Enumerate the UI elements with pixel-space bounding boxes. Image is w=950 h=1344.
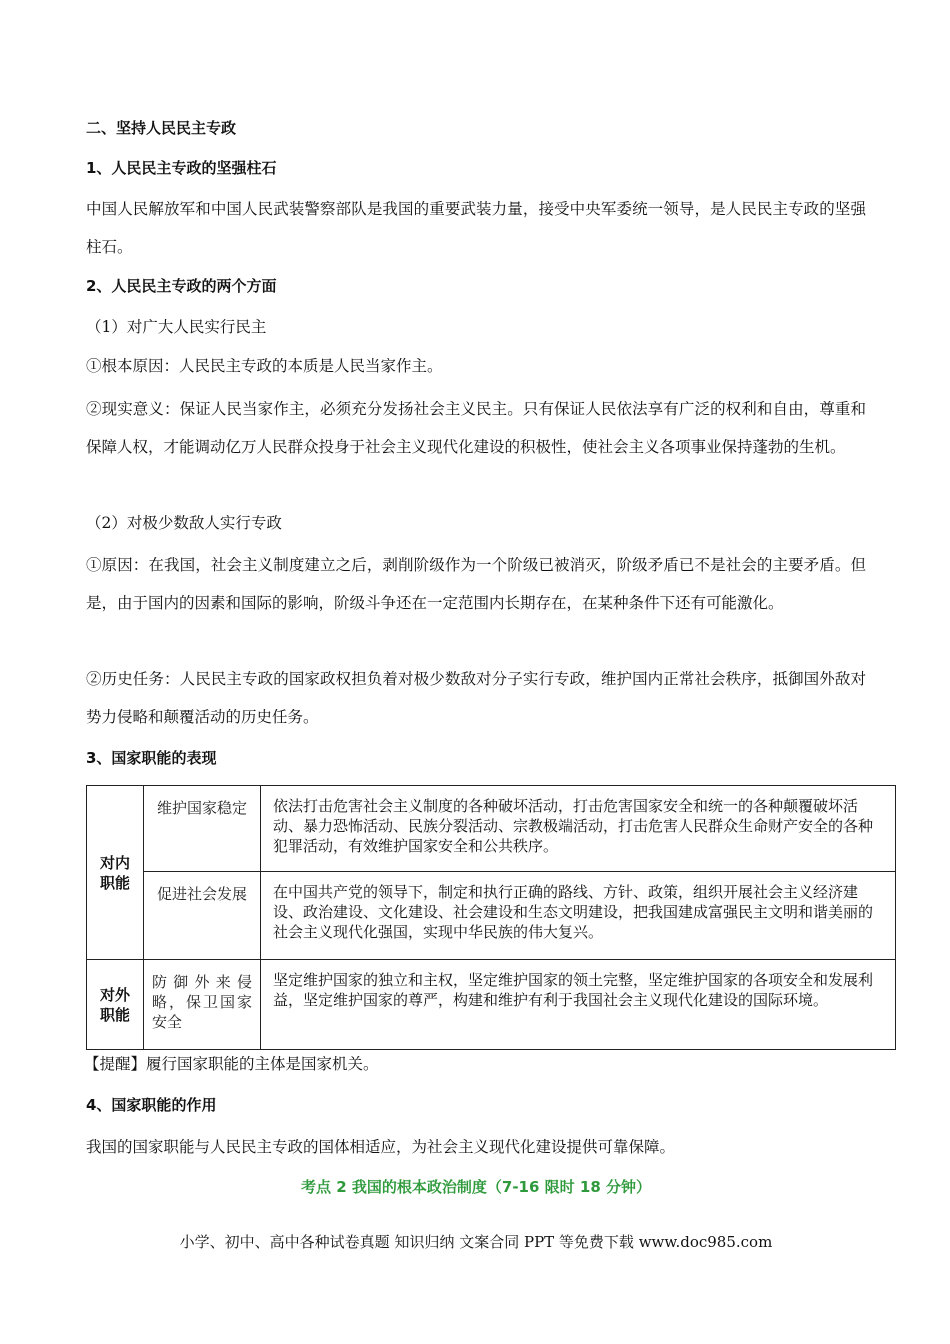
state-functions-table <box>86 785 896 1050</box>
section-1-title: 1、人民民主专政的坚强柱石 <box>86 159 277 177</box>
row-subcategory: 防御外来侵略，保卫国家安全 <box>144 960 261 1050</box>
row-subcategory: 促进社会发展 <box>144 872 261 960</box>
row-subcategory: 维护国家稳定 <box>144 786 261 872</box>
internal-functions-label: 对内职能 <box>87 786 144 960</box>
section-2-sub-2: （2）对极少数敌人实行专政 <box>86 514 282 532</box>
row-description: 在中国共产党的领导下，制定和执行正确的路线、方针、政策，组织开展社会主义经济建设、政治建设、文化建设、社会建设和生态文明建设，把我国建成富强民主文明和谐美丽的社会主义现代化强国，实现中华民族的伟大复兴。 <box>261 872 896 960</box>
section-2-point-2: ②现实意义：保证人民当家作主，必须充分发扬社会主义民主。只有保证人民依法享有广泛的权利和自由，尊重和保障人权，才能调动亿万人民群众投身于社会主义现代化建设的积极性，使社会主义各项事业保持蓬勃的生机。 <box>86 400 866 456</box>
section-2-point-3: ①原因：在我国，社会主义制度建立之后，剥削阶级作为一个阶级已被消灭，阶级矛盾已不是社会的主要矛盾。但是，由于国内的因素和国际的影响，阶级斗争还在一定范围内长期存在，在某种条件下还有可能激化。 <box>86 556 866 612</box>
page-footer: 小学、初中、高中各种试卷真题 知识归纳 文案合同 PPT 等免费下载 www.doc985.com <box>179 1233 773 1251</box>
table-row <box>87 960 896 1050</box>
section-1-text: 中国人民解放军和中国人民武装警察部队是我国的重要武装力量，接受中央军委统一领导，是人民民主专政的坚强柱石。 <box>86 200 866 256</box>
section-2-point-4: ②历史任务：人民民主专政的国家政权担负着对极少数敌对分子实行专政，维护国内正常社会秩序，抵御国外敌对势力侵略和颠覆活动的历史任务。 <box>86 670 866 726</box>
section-3-title: 3、国家职能的表现 <box>86 749 217 767</box>
section-2-point-1: ①根本原因：人民民主专政的本质是人民当家作主。 <box>86 357 443 375</box>
section-2-title: 2、人民民主专政的两个方面 <box>86 277 277 295</box>
section-2-sub-1: （1）对广大人民实行民主 <box>86 318 267 336</box>
table-row <box>87 786 896 872</box>
main-heading: 二、坚持人民民主专政 <box>86 119 237 137</box>
table-row <box>87 872 896 960</box>
section-4-title: 4、国家职能的作用 <box>86 1096 217 1114</box>
row-description: 坚定维护国家的独立和主权，坚定维护国家的领土完整，坚定维护国家的各项安全和发展利益，坚定维护国家的尊严，构建和维护有利于我国社会主义现代化建设的国际环境。 <box>261 960 896 1050</box>
section-4-text: 我国的国家职能与人民民主专政的国体相适应，为社会主义现代化建设提供可靠保障。 <box>86 1138 676 1156</box>
external-functions-label: 对外职能 <box>87 960 144 1050</box>
row-description: 依法打击危害社会主义制度的各种破坏活动，打击危害国家安全和统一的各种颠覆破坏活动、暴力恐怖活动、民族分裂活动、宗教极端活动，打击危害人民群众生命财产安全的各种犯罪活动，有效维护国家安全和公共秩序。 <box>261 786 896 872</box>
reminder-note: 【提醒】履行国家职能的主体是国家机关。 <box>84 1055 379 1073</box>
next-section-heading: 考点 2 我国的根本政治制度（7-16 限时 18 分钟） <box>301 1178 651 1196</box>
